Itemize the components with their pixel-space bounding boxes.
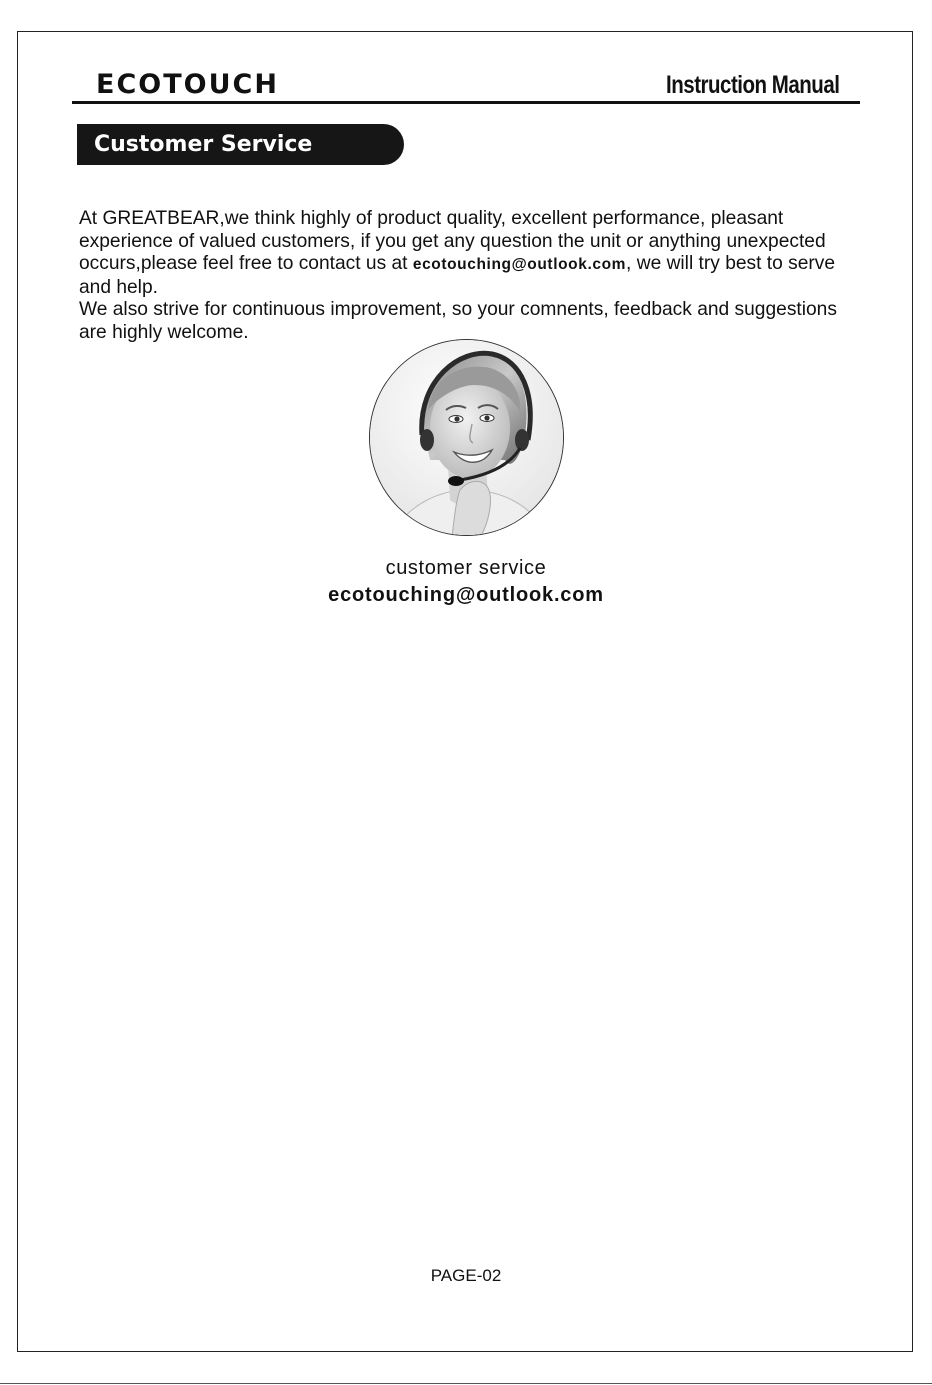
brand-logo: ECOTOUCH [96,69,279,100]
contact-email-link[interactable]: ecotouching@outlook.com [412,256,627,274]
intro-lead: At [79,208,103,229]
intro-paragraph [79,208,839,299]
intro-text: ,we think highly of product quality, excellent performance, pleasant experience of valued customers, if you get any question the unit or anything unexpected occurs,please feel free to contact us at [79,208,826,275]
intro-tail: , we will try best to serve and help. [79,253,836,298]
feedback-paragraph: We also strive for continuous improvement, so your comnents, feedback and suggestions are highly welcome. [79,299,837,343]
customer-service-email-link[interactable]: ecotouching@outlook.com [328,584,604,606]
brand-name: GREATBEAR [102,208,220,229]
section-heading: Customer Service [77,124,404,165]
page-number: PAGE-02 [430,1266,502,1285]
body-text [79,208,839,345]
customer-service-agent-photo [369,339,564,536]
manual-title: Instruction Manual [665,71,839,99]
bottom-divider [0,1383,932,1384]
customer-service-label: customer service [385,557,547,579]
header-divider [72,101,860,104]
